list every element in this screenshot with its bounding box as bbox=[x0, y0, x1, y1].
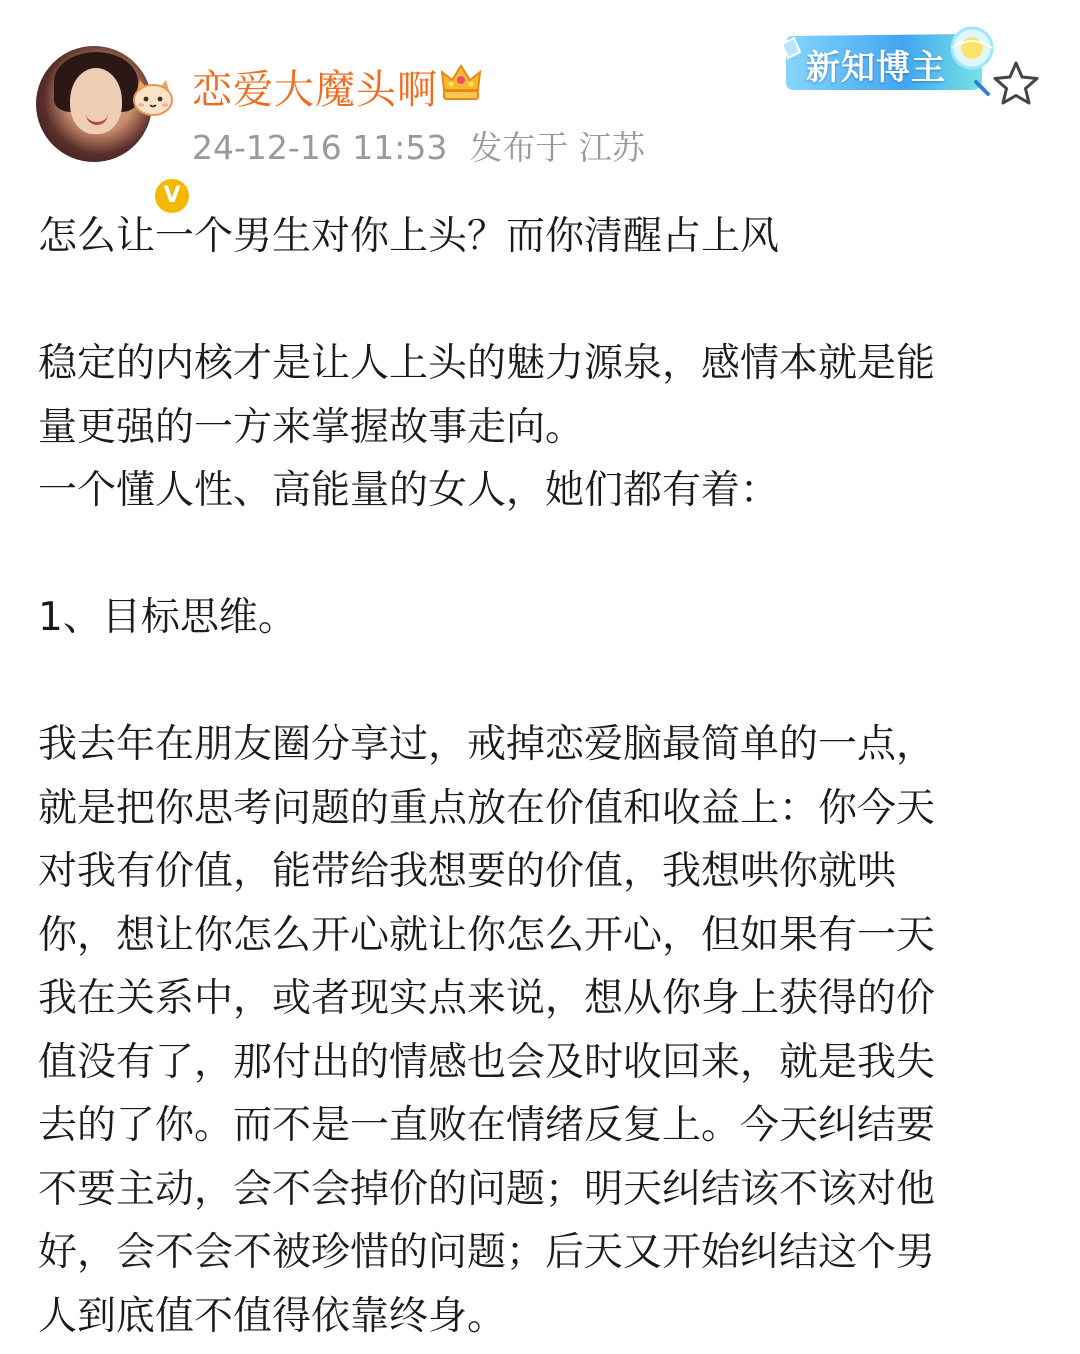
post-meta bbox=[192, 122, 645, 169]
avatar-container[interactable] bbox=[36, 46, 181, 208]
post-line: 值没有了，那付出的情感也会及时收回来，就是我失 bbox=[38, 1039, 936, 1085]
post-header bbox=[0, 0, 1080, 208]
post-line: 我在关系中，或者现实点来说，想从你身上获得的价 bbox=[38, 976, 936, 1021]
post-line: 去的了你。而不是一直败在情绪反复上。今天纠结要 bbox=[38, 1103, 936, 1148]
post-body bbox=[38, 205, 1038, 1348]
post-location: 发布于 江苏 bbox=[469, 128, 645, 167]
post-line: 1、目标思维。 bbox=[38, 595, 297, 640]
star-icon[interactable] bbox=[990, 58, 1042, 110]
post-line: 对我有价值，能带给我想要的价值，我想哄你就哄 bbox=[38, 849, 897, 894]
post-line: 好，会不会不被珍惜的问题；后天又开始纠结这个男 bbox=[38, 1230, 936, 1275]
verified-badge-icon: V bbox=[152, 176, 192, 216]
post-blank-line bbox=[38, 523, 1038, 587]
badge-label: 新知博主 bbox=[806, 48, 946, 88]
post-line: 你，想让你怎么开心就让你怎么开心，但如果有一天 bbox=[38, 912, 936, 958]
post-line: 怎么让一个男生对你上头？而你清醒占上风 bbox=[38, 214, 780, 259]
author-name[interactable]: 恋爱大魔头啊 bbox=[192, 67, 438, 113]
crown-icon[interactable] bbox=[438, 60, 484, 104]
post-blank-line bbox=[38, 269, 1038, 333]
post-blank-line bbox=[38, 650, 1038, 714]
post-line: 稳定的内核才是让人上头的魅力源泉，感情本就是能 bbox=[38, 341, 936, 386]
post-line: 就是把你思考问题的重点放在价值和收益上：你今天 bbox=[38, 785, 936, 831]
post-line: 一个懂人性、高能量的女人，她们都有着： bbox=[38, 468, 780, 513]
cat-icon bbox=[128, 76, 178, 118]
post-line: 我去年在朋友圈分享过，戒掉恋爱脑最简单的一点， bbox=[38, 722, 936, 767]
new-knowledge-blogger-badge[interactable] bbox=[776, 22, 1000, 98]
post-line: 量更强的一方来掌握故事走向。 bbox=[38, 404, 585, 450]
post-timestamp: 24-12-16 11:53 bbox=[192, 128, 448, 167]
post-line: 不要主动，会不会掉价的问题；明天纠结该不该对他 bbox=[38, 1166, 936, 1212]
post-line: 人到底值不值得依靠终身。 bbox=[38, 1293, 507, 1339]
